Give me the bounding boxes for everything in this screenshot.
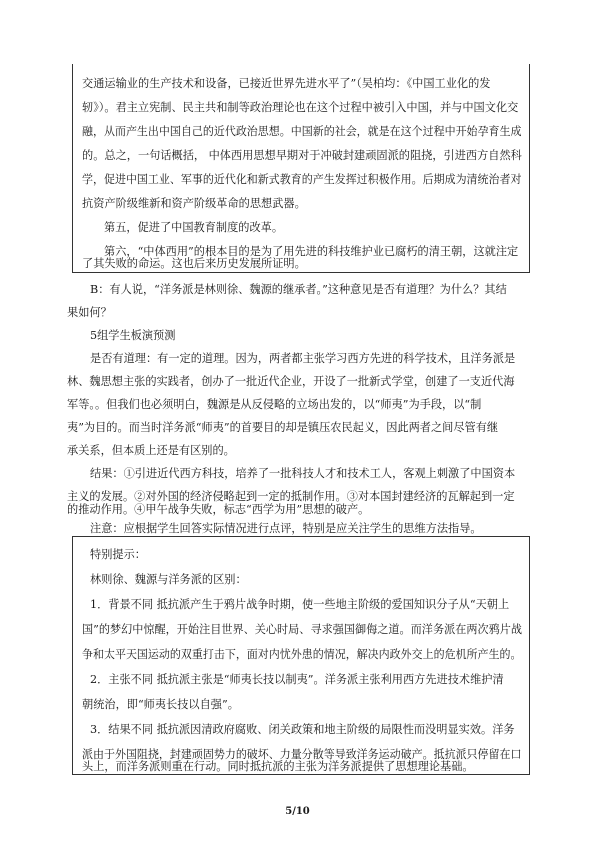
text-line: 军等。。但我们也必须明白，魏源是从反侵略的立场出发的，以“师夷”为手段，以“制 xyxy=(67,398,482,411)
text-line: 融，从而产生出中国自己的近代政治思想。中国新的社会，就是在这个过程中开始孕育生成 xyxy=(82,125,522,138)
text-line: 头上，而洋务派则重在行动。同时抵抗派的主张为洋务派提供了思想理论基础。 xyxy=(82,760,474,773)
text-line: 林则徐、魏源与洋务派的区别： xyxy=(90,573,247,586)
tip-heading: 特别提示： xyxy=(90,548,146,561)
text-line: 3．结果不同 抵抗派因清政府腐败、闭关政策和地主阶级的局限性而没明显实效。洋务 xyxy=(90,723,515,736)
text-line: 果如何？ xyxy=(67,306,112,319)
text-line: 1．背景不同 抵抗派产生于鸦片战争时期，使一些地主阶级的爱国知识分子从“天朝上 xyxy=(90,598,510,611)
content-box-top xyxy=(72,64,530,273)
text-line: 的推动作用。④甲午战争失败，标志“西学为用”思想的破产。 xyxy=(67,503,370,516)
text-line: 争和太平天国运动的双重打击下，面对内忧外患的情况，解决内政外交上的危机所产生的。 xyxy=(82,648,522,661)
text-line: 派由于外国阻挠，封建顽固势力的破坏、力量分散等导致洋务运动破产。抵抗派只停留在口 xyxy=(82,748,522,761)
page-number: 5/10 xyxy=(285,806,310,817)
text-line: 交通运输业的生产技术和设备，已接近世界先进水平了”（吴柏均：《中国工业化的发 xyxy=(82,77,491,90)
text-line: 是否有道理：有一定的道理。因为，两者都主张学习西方先进的科学技术，且洋务派是 xyxy=(90,352,516,365)
question-b: B：有人说，“洋务派是林则徐、魏源的继承者。”这种意见是否有道理？为什么？其结 xyxy=(90,283,507,296)
text-line: 主义的发展。②对外国的经济侵略起到一定的抵制作用。③对本国封建经济的瓦解起到一定 xyxy=(67,490,515,503)
text-line: 夷”为目的。而当时洋务派“师夷”的首要目的却是镇压农民起义，因此两者之间尽管有继 xyxy=(67,421,499,434)
text-line: 抗资产阶级维新和资产阶级革命的思想武器。 xyxy=(82,197,306,210)
text-line: 第六，“中体西用”的根本目的是为了用先进的科技维护业已腐朽的清王朝，这就注定 xyxy=(104,245,519,258)
text-line: 国”的梦幻中惊醒，开始注目世界、关心时局、寻求强国御侮之道。而洋务派在两次鸦片战 xyxy=(82,623,523,636)
text-line: 了其失败的命运。这也后来历史发展所证明。 xyxy=(82,257,306,270)
text-line: 结果：①引进近代西方科技，培养了一批科技人才和技术工人，客观上刺激了中国资本 xyxy=(90,467,516,480)
text-line: 轫》）。君主立宪制、民主共和制等政治理论也在这个过程中被引入中国，并与中国文化交 xyxy=(82,101,519,114)
text-line: 的。总之，一句话概括， 中体西用思想早期对于冲破封建顽固派的阻挠，引进西方自然科 xyxy=(82,149,522,162)
group-heading: 5组学生板演预测 xyxy=(90,329,176,342)
text-line: 2．主张不同 抵抗派主张是“师夷长技以制夷”。洋务派主张利用西方先进技术维护清 xyxy=(90,673,504,686)
text-line: 第五，促进了中国教育制度的改革。 xyxy=(104,221,284,234)
note-line: 注意：应根据学生回答实际情况进行点评，特别是应关注学生的思维方法指导。 xyxy=(90,522,482,535)
text-line: 学，促进中国工业、军事的近代化和新式教育的产生发挥过积极作用。后期成为清统治者对 xyxy=(82,173,522,186)
text-line: 林、魏思想主张的实践者，创办了一批近代企业，开设了一批新式学堂，创建了一支近代海 xyxy=(67,375,515,388)
text-line: 承关系，但本质上还是有区别的。 xyxy=(67,444,235,457)
text-line: 朝统治，即“师夷长技以自强”。 xyxy=(82,698,239,711)
